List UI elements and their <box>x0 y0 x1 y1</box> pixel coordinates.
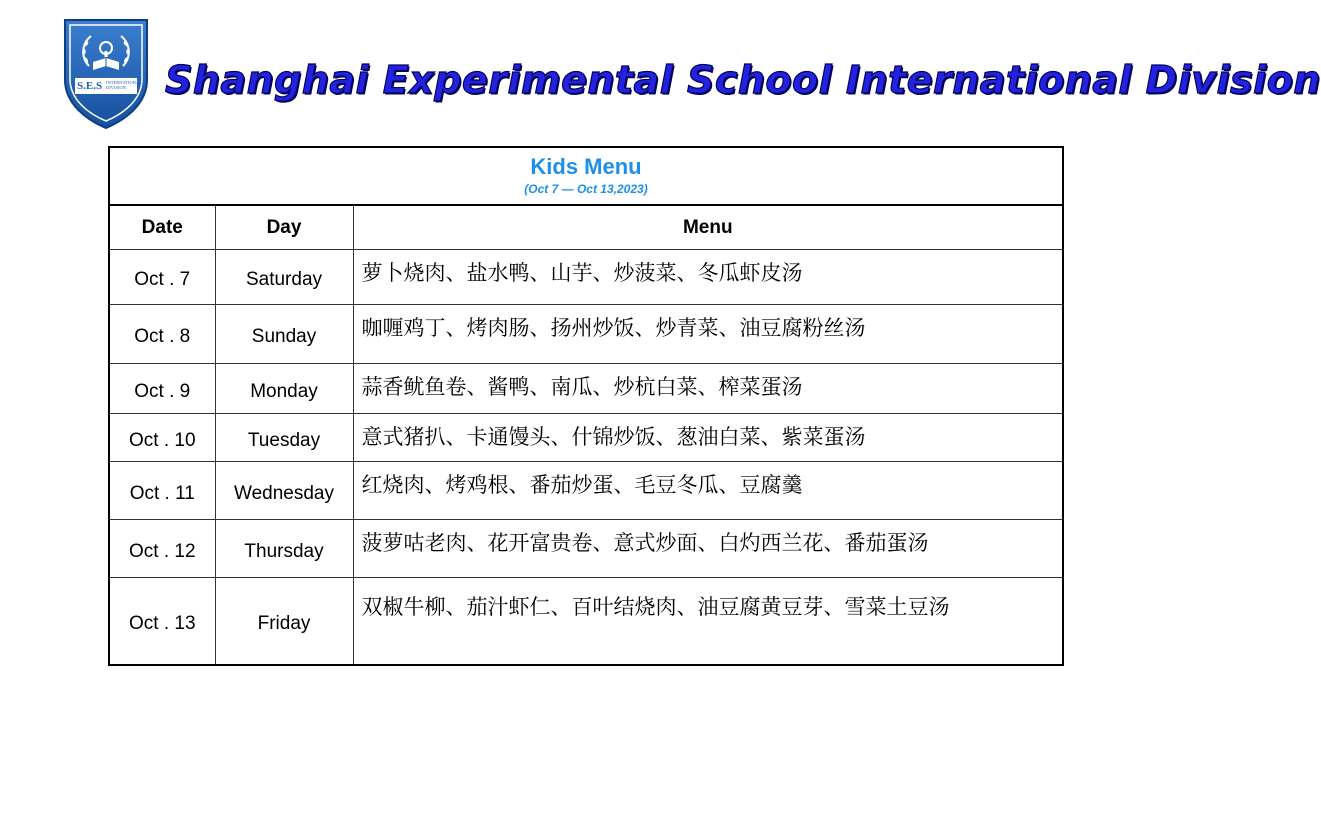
row-menu: 咖喱鸡丁、烤肉肠、扬州炒饭、炒青菜、油豆腐粉丝汤 <box>353 305 1063 364</box>
row-date: Oct . 10 <box>109 414 215 462</box>
shield-icon <box>63 18 149 130</box>
row-date: Oct . 12 <box>109 520 215 578</box>
row-date: Oct . 8 <box>109 305 215 364</box>
logo-subtext: INTERNATIONAL DIVISION <box>106 80 142 90</box>
row-day: Tuesday <box>215 414 353 462</box>
table-row <box>109 250 1063 305</box>
column-header-day: Day <box>215 205 353 250</box>
row-day: Wednesday <box>215 462 353 520</box>
row-date: Oct . 7 <box>109 250 215 305</box>
row-menu: 菠萝咕老肉、花开富贵卷、意式炒面、白灼西兰花、番茄蛋汤 <box>353 520 1063 578</box>
row-day: Friday <box>215 578 353 665</box>
row-day: Sunday <box>215 305 353 364</box>
title-cell <box>109 147 1063 205</box>
logo-text: S.E.S <box>77 80 103 92</box>
menu-table <box>108 146 1064 666</box>
row-menu: 萝卜烧肉、盐水鸭、山芋、炒菠菜、冬瓜虾皮汤 <box>353 250 1063 305</box>
table-row <box>109 414 1063 462</box>
table-row <box>109 305 1063 364</box>
title-row <box>109 147 1063 205</box>
row-menu: 红烧肉、烤鸡根、番茄炒蛋、毛豆冬瓜、豆腐羹 <box>353 462 1063 520</box>
row-menu: 双椒牛柳、茄汁虾仁、百叶结烧肉、油豆腐黄豆芽、雪菜土豆汤 <box>353 578 1063 665</box>
table-row <box>109 364 1063 414</box>
column-header-date: Date <box>109 205 215 250</box>
menu-title: Kids Menu <box>530 154 642 179</box>
table-row <box>109 462 1063 520</box>
row-day: Monday <box>215 364 353 414</box>
school-logo <box>63 18 149 130</box>
table-row <box>109 578 1063 665</box>
menu-date-range: (Oct 7 — Oct 13,2023) <box>524 182 648 196</box>
school-name: Shanghai Experimental School International Division <box>165 58 1321 102</box>
row-date: Oct . 13 <box>109 578 215 665</box>
row-menu: 蒜香鱿鱼卷、酱鸭、南瓜、炒杭白菜、榨菜蛋汤 <box>353 364 1063 414</box>
row-day: Saturday <box>215 250 353 305</box>
header-row <box>109 205 1063 250</box>
row-date: Oct . 9 <box>109 364 215 414</box>
row-date: Oct . 11 <box>109 462 215 520</box>
row-day: Thursday <box>215 520 353 578</box>
column-header-menu: Menu <box>353 205 1063 250</box>
table-row <box>109 520 1063 578</box>
row-menu: 意式猪扒、卡通馒头、什锦炒饭、葱油白菜、紫菜蛋汤 <box>353 414 1063 462</box>
